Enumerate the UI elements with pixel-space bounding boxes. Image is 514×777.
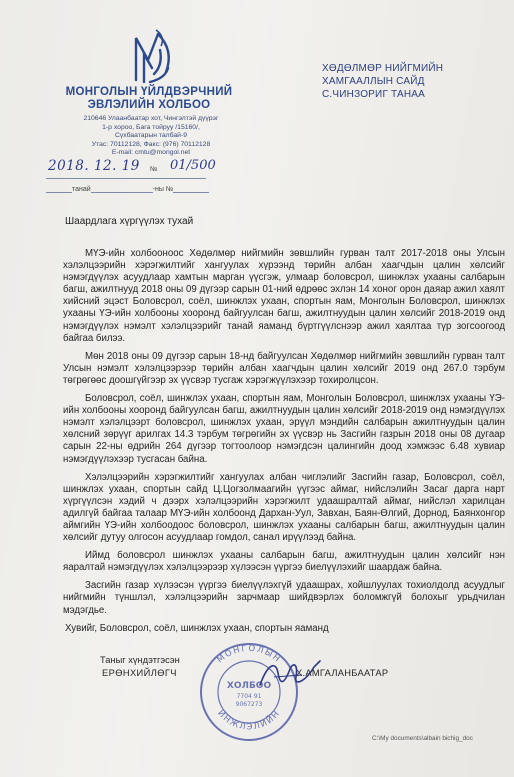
stamp-center-text: ХОЛБОО xyxy=(226,681,272,691)
organization-name: МОНГОЛЫН ҮЙЛДВЭРЧНИЙ ЭВЛЭЛИЙН ХОЛБОО xyxy=(65,86,233,111)
body-paragraph: Боловсрол, соёл, шинжлэх ухаан, спортын яам, Монголын Боловсрол, шинжлэх ухааны ҮЭ-ийн холбооны хооронд байгуулсан багш, ажилтнуудын цалин хөлсийг 2018-2019 онд нэмэгдүүлэх нэмэлт хэлэлцээрт боловсрол, шинжлэх ухаан, эрүүл мэндийн салбарын ажилтнуудын цалин хөлсний зөрүүг арилгах 14.3 тэрбум төгрөгийн эх үүсвэр нь Засгийн газрын 2018 оны 08 дугаар сарын 22-ны өдрийн 264 дүгээр тогтоолоор нэмэгдсэн цалингийн доод хэмжээс 6.48 хувиар нэмэгдүүлэхээр тусгасан байна. xyxy=(63,393,505,465)
svg-text:ИНЖЛЭЛИЙН xyxy=(215,708,282,732)
signatory-name: Х.АМГАЛАНБААТАР xyxy=(296,668,389,678)
stamp-top-text: МОНГОЛЫН xyxy=(215,643,283,666)
mtu-logo-icon xyxy=(128,24,176,86)
stamp-bottom-text: ИНЖЛЭЛИЙН xyxy=(215,708,283,733)
copy-to-line: Хувийг, Боловсрол, соёл, шинжлэх ухаан, спортын яаманд xyxy=(65,622,329,634)
stamp-id-2: 9067273 xyxy=(235,701,263,708)
handwritten-number: 01/500 xyxy=(170,158,216,173)
letter-body xyxy=(63,248,505,635)
regards-text: Таныг хүндэтгэсэн xyxy=(100,655,180,665)
number-label: № xyxy=(150,166,158,173)
your-reference-line: танай -ны № xyxy=(46,183,209,193)
letter-subject: Шаардлага хүргүүлэх тухай xyxy=(65,216,194,227)
body-paragraph: Иймд боловсрол шинжлэх ухааны салбарын багш, ажилтнуудын цалин хөлсийг нэн яаралтай нэмэгдүүлэх хэлэлцээрээр хүлээсэн үүргээ биелүүлэхийг шаардаж байна. xyxy=(63,550,505,574)
body-paragraph: Мөн 2018 оны 09 дүгээр сарын 18-нд байгуулсан Хөдөлмөр нийгмийн зөвшлийн гурван талт Улсын нэмэлт хэлэлцээрээр төрийн албан хаагчдын цалин хөлсийг 2019 онд 267.0 тэрбум төгрөгөөс доошгүйгээр эх үүсвэр тусгаж хэрэгжүүлэхээр тохиролцсон. xyxy=(63,350,505,386)
addressee-block: ХӨДӨЛМӨР НИЙГМИЙН ХАМГААЛЛЫН САЙД С.ЧИНЗОРИГ ТАНАА xyxy=(322,63,444,100)
signatory-title: ЕРӨНХИЙЛӨГЧ xyxy=(102,668,177,678)
body-paragraph: Засгийн газар хүлээсэн үүргээ биелүүлэхгүй удаашрах, хойшлуулах тохиолдолд асуудлыг нийгмийн түншлэл, хэлэлцээрийн зарчмаар шийдвэрлэх боломжгүй болохыг урьдчилан мэдэгдье. xyxy=(63,580,505,616)
body-paragraph: Хэлэлцээрийн хэрэгжилтийг хангуулах албан чиглэлийг Засгийн газар, Боловсрол, соёл, шинжлэх ухаан, спортын сайд Ц.Цогзолмаагийн үүгээс аймаг, нийслэлийн Засаг дарга нарт хүргүүлсэн хэдий ч дээрх хэлэлцээрийн хэрэгжилт удаашралтай аймаг, нийслэл харилцан адилгүй байгаа талаар МҮЭ-ийн холбоонд Дархан-Уул, Завхан, Баян-Өлгий, Дорнод, Баянхонгор аймгийн ҮЭ-ийн холбоодоос боловсрол, шинжлэх ухааны салбарын багш, ажилтнуудын цалин хөлсийг дутуу олгосон асуудлаар гомдол, санал ирүүлээд байна. xyxy=(63,471,505,544)
file-path-footer: C:\My documents\albain bichig_doc xyxy=(372,735,473,742)
stamp-id-1: 7704 91 xyxy=(236,693,262,700)
handwritten-date: 2018. 12. 19 xyxy=(48,158,140,174)
body-paragraph: МҮЭ-ийн холбооноос Хөдөлмөр нийгмийн зөвшлийн гурван талт 2017-2018 оны Улсын хэлэлцээрийн хэрэгжилтийг хангуулах хүрээнд төрийн албан хаагчдын цалин хөлсийг нэмэгдүүлэх асуудлаар хамтын марган үүсгэж, улмаар боловсрол, шинжлэх ухааны салбарын багш, ажилтнууд 2018 оны 09 дүгээр сарын 01-ний өдрөөс эхлэн 14 хоног орон даяар ажил хаялт хийсний эцэст Боловсрол, соёл, шинжлэх ухаан, спортын яам, Монголын Боловсрол, шинжлэх ухааны ҮЭ-ийн холбооны хооронд байгуулсан багш, ажилтнуудын цалин хөлсийг 2018-2019 онд нэмэгдүүлэх нэмэлт хэлэлцээрийг танай яаманд бүртгүүлснээр ажил хаялтаа түр зогсоогоод байгаа билээ. xyxy=(63,248,505,344)
organization-address: 210646 Улаанбаатар хот, Чингэлтэй дүүрэг 1-р хороо, Бага тойруу /15160/, Сүхбаатарын талбай-9 Утас: 70112128, Факс: (976) 70112128 E-mail: cmtu@mongol.net xyxy=(83,115,219,157)
